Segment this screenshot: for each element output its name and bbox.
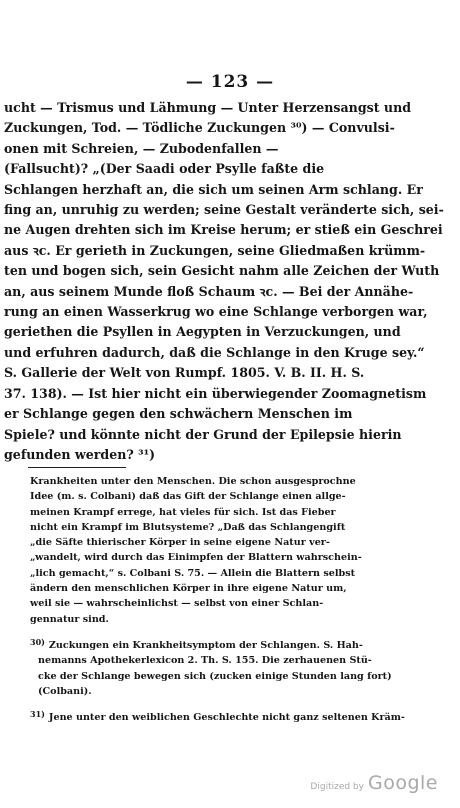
body-text [4, 98, 458, 465]
footnote-31 [30, 707, 450, 725]
footnote-divider [28, 467, 126, 468]
footnote-line: weil sie — wahrscheinlichst — selbst von einer Schlan- [30, 598, 324, 610]
body-line: ne Augen drehten sich im Kreise herum; er stieß ein Geschrei [4, 222, 443, 238]
body-line: gefunden werden? ³¹) [4, 446, 156, 462]
body-line: rung an einen Wasserkrug wo eine Schlange verborgen war, [4, 304, 428, 320]
footnote-line: nemanns Apothekerlexicon 2. Th. S. 155. Die zerhauenen Stü- [38, 655, 372, 667]
footnote-line: (Colbani). [38, 685, 92, 697]
footnote-continuation [30, 474, 450, 627]
body-line: fing an, unruhig zu werden; seine Gestalt veränderte sich, sei- [4, 202, 444, 218]
footnote-marker: 31) [30, 709, 45, 720]
page-number: — 123 — [185, 72, 275, 92]
footnote-line: Idee (m. s. Colbani) daß das Gift der Schlange einen allge- [30, 491, 346, 503]
body-line: ucht — Trismus und Lähmung — Unter Herzensangst und [4, 100, 412, 115]
footnote-30 [30, 635, 450, 699]
footnote-line [30, 707, 450, 725]
body-line: ten und bogen sich, sein Gesicht nahm alle Zeichen der Wuth [4, 263, 440, 279]
body-line: Zuckungen, Tod. — Tödliche Zuckungen ³⁰) — Convulsi- [4, 120, 395, 136]
google-logo: Google [367, 772, 438, 794]
footnotes [0, 474, 460, 725]
body-line: (Fallsucht)? „(Der Saadi oder Psylle faßte die [4, 161, 325, 177]
footnote-text: Jene unter den weiblichen Geschlechte nicht ganz seltenen Kräm- [48, 712, 405, 724]
footnote-line: meinen Krampf errege, hat vieles für sich. Ist das Fieber [30, 506, 336, 518]
body-line: S. Gallerie der Welt von Rumpf. 1805. V. B. II. H. S. [4, 365, 365, 381]
footnote-text: Zuckungen ein Krankheitsymptom der Schlangen. S. Hah- [48, 639, 363, 651]
body-line: onen mit Schreien, — Zubodenfallen — [4, 140, 279, 156]
body-line: Spiele? und könnte nicht der Grund der Epilepsie hierin [4, 426, 402, 442]
body-line: er Schlange gegen den schwächern Menschen im [4, 406, 353, 422]
footnote-line: ändern den menschlichen Körper in ihre eigene Natur um, [30, 583, 347, 595]
body-line: aus ꝛc. Er gerieth in Zuckungen, seine Gliedmaßen krümm- [4, 242, 426, 258]
footnote-line: gennatur sind. [30, 613, 109, 625]
body-line: geriethen die Psyllen in Aegypten in Verzuckungen, und [4, 324, 401, 340]
google-watermark [310, 772, 438, 794]
body-line: an, aus seinem Munde floß Schaum ꝛc. — Bei der Annähe- [4, 283, 414, 299]
body-line: Schlangen herzhaft an, die sich um seinen Arm schlang. Er [4, 181, 423, 197]
footnote-line: nicht ein Krampf im Blutsysteme? „Daß das Schlangengift [30, 521, 346, 533]
footnote-line: „wandelt, wird durch das Einimpfen der Blattern wahrschein- [30, 552, 362, 564]
body-line: und erfuhren dadurch, daß die Schlange in den Kruge sey.“ [4, 344, 425, 360]
footnote-line: „lich gemacht,“ s. Colbani S. 75. — Allein die Blattern selbst [30, 567, 356, 579]
footnote-line: „die Säfte thierischer Körper in seine eigene Natur ver- [30, 537, 330, 549]
footnote-line: Krankheiten unter den Menschen. Die schon ausgesprochne [30, 476, 356, 487]
footnote-line: cke der Schlange bewegen sich (zucken einige Stunden lang fort) [38, 670, 392, 682]
footnote-line [30, 635, 450, 653]
watermark-prefix: Digitized by [310, 782, 364, 792]
footnote-marker: 30) [30, 636, 45, 647]
body-line: 37. 138). — Ist hier nicht ein überwiegender Zoomagnetism [4, 385, 427, 401]
